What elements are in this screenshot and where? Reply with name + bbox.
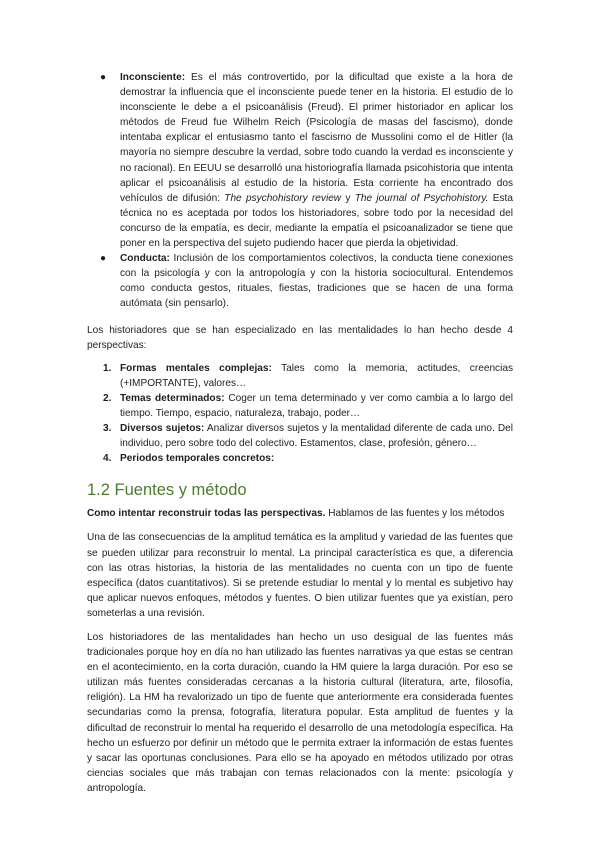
perspectives-list — [87, 361, 513, 467]
bullet-text: Inclusión de los comportamientos colectivos, la conducta tiene conexiones con la psicología y con la antropología y con la historia sociocultural. Entendemos como conducta gestos, rituales, fiestas, tradiciones que se hacen de una forma autómata (sin pensarlo). — [120, 253, 513, 310]
subheading-bold: Como intentar reconstruir todas las perspectivas. — [87, 508, 326, 520]
list-number: 4. — [103, 453, 112, 465]
journal-title: The psychohistory review — [224, 192, 342, 204]
subheading-rest: Hablamos de las fuentes y los métodos — [325, 508, 505, 520]
list-number: 3. — [103, 423, 112, 435]
perspective-term: Periodos temporales concretos: — [120, 453, 275, 465]
bullet-item-inconsciente — [100, 70, 513, 251]
section-heading: 1.2 Fuentes y método — [87, 481, 247, 500]
bullet-text: Es el más controvertido, por la dificultad que existe a la hora de demostrar la influencia que el inconsciente puede tener en la historia. El estudio de lo inconsciente le debe a el psicoanálisis (Freud). El primer historiador en aplicar los métodos de Freud fue Wilhelm Reich (Psicología de masas del fascismo), donde intentaba explicar el entusiasmo tanto el fascismo de Mussolini como el de Hitler (la mayoría no siempre descubre la verdad, sobre todo cuando la verdad es inconsciente y no racional). En EEUU se desarrolló una historiografía llamada psicohistoria que intenta aplicar el psicoanálisis al estudio de la historia. Esta corriente ha encontrado dos vehículos de difusión: — [120, 72, 513, 204]
bullet-item-conducta — [100, 251, 513, 311]
list-number: 1. — [103, 362, 112, 374]
bullet-term: Inconsciente: — [120, 72, 186, 83]
perspective-item — [103, 451, 513, 466]
perspectives-intro: Los historiadores que se han especializado en las mentalidades lo han hecho desde 4 perspectivas: — [87, 324, 513, 351]
bullet-list — [87, 70, 513, 312]
bullet-text: y — [341, 192, 355, 204]
perspective-item — [103, 391, 513, 421]
bullet-text: Esta técnica no es aceptada por todos los historiadores, sobre todo por la necesidad del concurso de la empatía, es decir, mediante la empatía el psicoanalizador se tiene que poner en la perspectiva del sujeto pudiendo hacer que pierda la objetividad. — [120, 192, 513, 250]
perspective-text: Tales como la memoria, actitudes, creencias (+IMPORTANTE), valores… — [120, 362, 514, 389]
paragraph-sources: Una de las consecuencias de la amplitud temática es la amplitud y variedad de las fuentes que se pueden utilizar para reconstruir lo mental. La principal característica es que, a diferencia con las otras historias, la historia de las mentalidades no cuenta con un tipo de fuente específica (datos cuantitativos). Si se pretende estudiar lo mental y lo mental es subjetivo hay que aplicar nuevos enfoques, métodos y fuentes. O bien utilizar fuentes que ya existían, pero someterlas a una revisión. — [87, 532, 513, 619]
list-number: 2. — [103, 392, 112, 404]
perspective-item — [103, 421, 513, 451]
bullet-dot-icon: ● — [100, 253, 107, 265]
perspective-text: Coger un tema determinado y ver como cambia a lo largo del tiempo. Tiempo, espacio, naturaleza, trabajo, poder… — [120, 392, 513, 419]
bullet-term: Conducta: — [120, 253, 170, 265]
perspective-term: Temas determinados: — [120, 392, 225, 404]
paragraph-method: Los historiadores de las mentalidades han hecho un uso desigual de las fuentes más tradicionales porque hoy en día no han utilizado las fuentes narrativas ya que estas se centran en el acontecimiento, en la corta duración, cuando la HM quiere la larga duración. Por eso se utilizan más fuentes consideradas cercanas a la historia cultural (literatura, arte, filosofía, religión). La HM ha revalorizado un tipo de fuente que anteriormente era considerada fuentes secundarias como la prensa, fotografía, literatura popular. Esta amplitud de fuentes y la dificultad de reconstruir lo mental ha requerido el desarrollo de una metodología específica. Ha hecho un esfuerzo por definir un método que le permita extraer la información de estas fuentes y sacar las oportunas conclusiones. Para ello se ha apoyado en métodos utilizado por otras ciencias sociales que más trabajan con temas relacionados con la mente: psicología y antropología. — [87, 632, 513, 794]
perspective-text: Analizar diversos sujetos y la mentalidad diferente de cada uno. Del individuo, pero sobre todo del colectivo. Estamentos, clase, profesión, género… — [120, 423, 513, 450]
perspective-term: Formas mentales complejas: — [120, 362, 272, 374]
perspective-item — [103, 361, 514, 391]
bullet-dot-icon: ● — [100, 72, 107, 83]
journal-title: The journal of Psychohistory. — [354, 192, 489, 204]
section-subheading — [87, 506, 513, 521]
perspective-term: Diversos sujetos: — [120, 423, 205, 435]
